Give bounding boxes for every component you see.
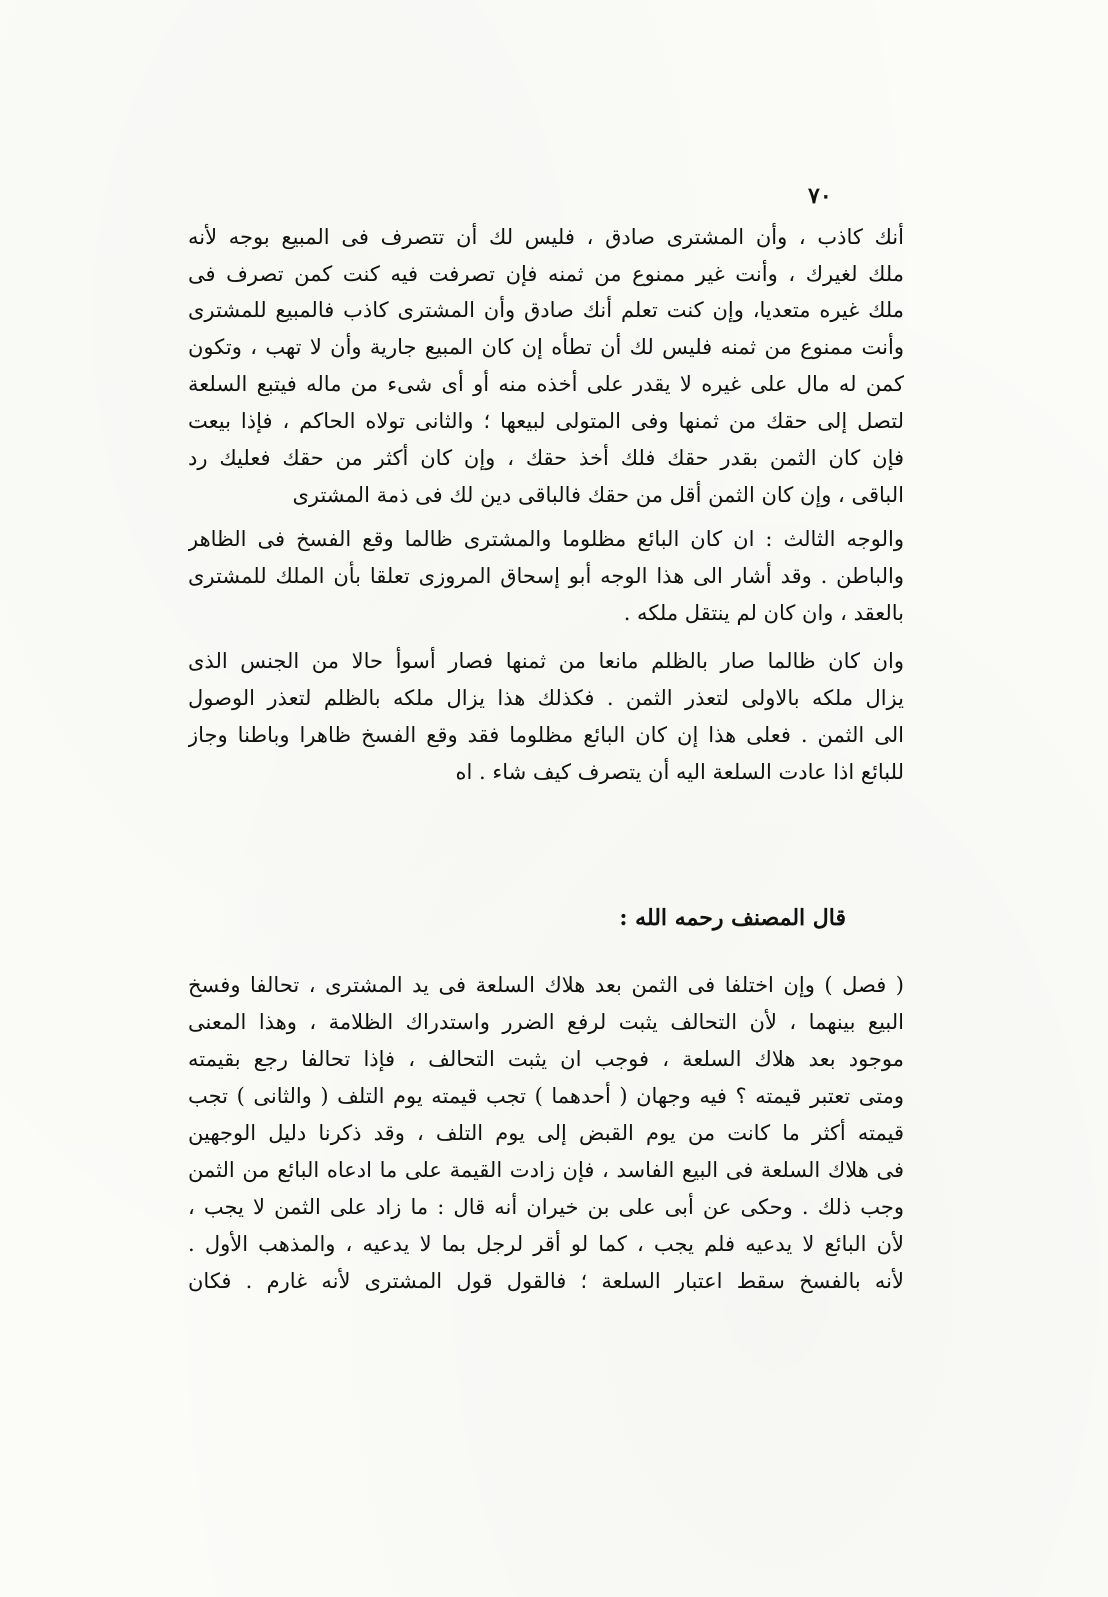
text-line: فإن كان الثمن بقدر حقك فلك أخذ حقك ، وإن كان أكثر من حقك فعليك رد bbox=[188, 446, 904, 470]
section-heading: قال المصنف رحمه الله : bbox=[619, 905, 846, 931]
text-line: يزال ملكه بالاولى لتعذر الثمن . فكذلك هذا يزال ملكه بالظلم لتعذر الوصول bbox=[188, 686, 904, 710]
text-line: والباطن . وقد أشار الى هذا الوجه أبو إسحاق المروزى تعلقا بأن الملك للمشترى bbox=[188, 564, 904, 588]
text-line: للبائع اذا عادت السلعة اليه أن يتصرف كيف شاء . اه bbox=[455, 760, 904, 784]
text-line: والوجه الثالث : ان كان البائع مظلوما والمشترى ظالما وقع الفسخ فى الظاهر bbox=[188, 527, 904, 551]
text-line: فى هلاك السلعة فى البيع الفاسد ، فإن زادت القيمة على ما ادعاه البائع من الثمن bbox=[188, 1158, 904, 1182]
text-line: موجود بعد هلاك السلعة ، فوجب ان يثبت التحالف ، فإذا تحالفا رجع بقيمته bbox=[188, 1047, 904, 1071]
text-line: ملك لغيرك ، وأنت غير ممنوع من ثمنه فإن تصرفت فيه كنت كمن تصرف فى bbox=[188, 262, 904, 286]
text-line: لأن البائع لا يدعيه فلم يجب ، كما لو أقر لرجل بما لا يدعيه ، والمذهب الأول . bbox=[188, 1232, 904, 1256]
text-line: كمن له مال على غيره لا يقدر على أخذه منه أو أى شىء من ماله فيتبع السلعة bbox=[188, 372, 904, 396]
page-number: ٧٠ bbox=[808, 183, 832, 209]
text-line: ومتى تعتبر قيمته ؟ فيه وجهان ( أحدهما ) تجب قيمته يوم التلف ( والثانى ) تجب bbox=[188, 1084, 904, 1108]
text-line: وجب ذلك . وحكى عن أبى على بن خيران أنه قال : ما زاد على الثمن لا يجب ، bbox=[188, 1195, 904, 1219]
text-line: قيمته أكثر ما كانت من يوم القبض إلى يوم التلف ، وقد ذكرنا دليل الوجهين bbox=[188, 1121, 904, 1145]
text-line: الباقى ، وإن كان الثمن أقل من حقك فالباقى دين لك فى ذمة المشترى bbox=[292, 483, 904, 507]
text-line: ملك غيره متعديا، وإن كنت تعلم أنك صادق وأن المشترى كاذب فالمبيع للمشترى bbox=[188, 298, 904, 322]
text-line: وان كان ظالما صار بالظلم مانعا من ثمنها فصار أسوأ حالا من الجنس الذى bbox=[188, 649, 904, 673]
text-line: بالعقد ، وان كان لم ينتقل ملكه . bbox=[623, 601, 904, 625]
text-line: وأنت ممنوع من ثمنه فليس لك أن تطأه إن كان المبيع جارية وأن لا تهب ، وتكون bbox=[188, 335, 904, 359]
text-line: ( فصل ) وإن اختلفا فى الثمن بعد هلاك السلعة فى يد المشترى ، تحالفا وفسخ bbox=[188, 973, 904, 997]
text-line: لتصل إلى حقك من ثمنها وفى المتولى لبيعها ؛ والثانى تولاه الحاكم ، فإذا بيعت bbox=[188, 409, 904, 433]
text-line: الى الثمن . فعلى هذا إن كان البائع مظلوما فقد وقع الفسخ ظاهرا وباطنا وجاز bbox=[188, 723, 904, 747]
text-line: البيع بينهما ، لأن التحالف يثبت لرفع الضرر واستدراك الظلامة ، وهذا المعنى bbox=[188, 1010, 904, 1034]
text-line: أنك كاذب ، وأن المشترى صادق ، فليس لك أن تتصرف فى المبيع بوجه لأنه bbox=[188, 225, 904, 249]
text-line: لأنه بالفسخ سقط اعتبار السلعة ؛ فالقول قول المشترى لأنه غارم . فكان bbox=[188, 1269, 904, 1293]
